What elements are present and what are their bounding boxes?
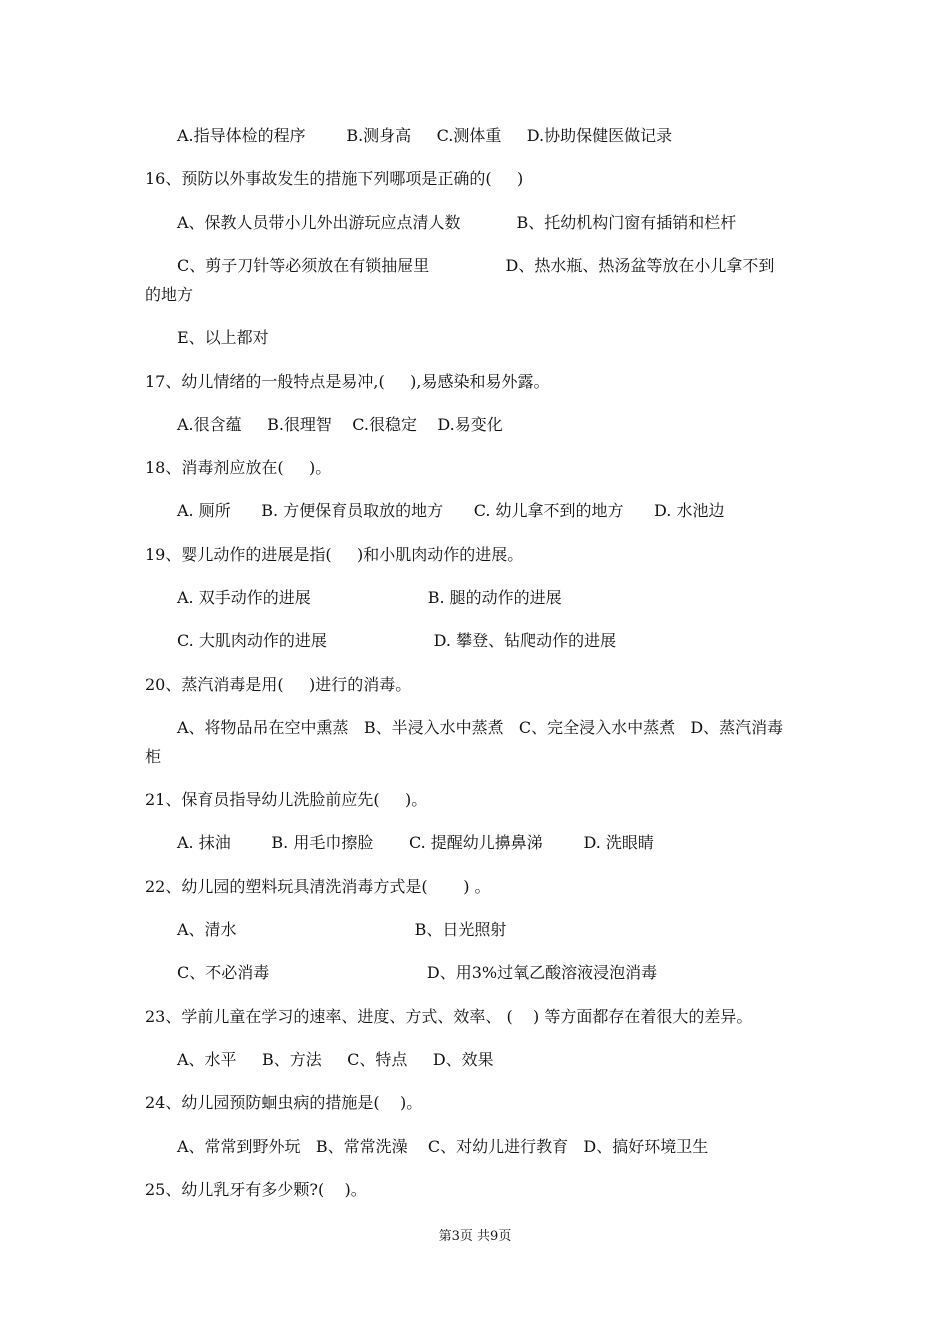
q21-options: A. 抹油 B. 用毛巾擦脸 C. 提醒幼儿擤鼻涕 D. 洗眼睛 (177, 833, 654, 852)
q19-options-cd: C. 大肌肉动作的进展 D. 攀登、钻爬动作的进展 (177, 631, 617, 650)
q23-stem: 23、学前儿童在学习的速率、进度、方式、效率、 ( ) 等方面都存在着很大的差异。 (145, 1007, 753, 1026)
q22-options-ab: A、清水 B、日光照射 (177, 920, 507, 939)
q20-options: A、将物品吊在空中熏蒸 B、半浸入水中蒸煮 C、完全浸入水中蒸煮 D、蒸汽消毒 (177, 718, 784, 737)
q25-stem: 25、幼儿乳牙有多少颗?( )。 (145, 1180, 367, 1199)
q24-options: A、常常到野外玩 B、常常洗澡 C、对幼儿进行教育 D、搞好环境卫生 (177, 1137, 709, 1156)
q24-stem: 24、幼儿园预防蛔虫病的措施是( )。 (145, 1093, 423, 1112)
q21-stem: 21、保育员指导幼儿洗脸前应先( )。 (145, 790, 428, 809)
q20-stem: 20、蒸汽消毒是用( )进行的消毒。 (145, 675, 412, 694)
q16-option-d-continued: 的地方 (145, 285, 194, 304)
q22-options-cd: C、不必消毒 D、用3%过氧乙酸溶液浸泡消毒 (177, 963, 658, 982)
q16-option-e: E、以上都对 (177, 328, 269, 347)
q16-options-ab: A、保教人员带小儿外出游玩应点清人数 B、托幼机构门窗有插销和栏杆 (177, 213, 737, 232)
q16-stem: 16、预防以外事故发生的措施下列哪项是正确的( ) (145, 169, 524, 188)
q23-options: A、水平 B、方法 C、特点 D、效果 (177, 1050, 494, 1069)
q18-options: A. 厕所 B. 方便保育员取放的地方 C. 幼儿拿不到的地方 D. 水池边 (177, 501, 725, 520)
q15-options: A.指导体检的程序 B.测身高 C.测体重 D.协助保健医做记录 (177, 126, 673, 145)
q19-stem: 19、婴儿动作的进展是指( )和小肌肉动作的进展。 (145, 545, 524, 564)
q16-options-cd: C、剪子刀针等必须放在有锁抽屉里 D、热水瓶、热汤盆等放在小儿拿不到 (177, 256, 775, 275)
page-number-footer: 第3页 共9页 (438, 1229, 512, 1244)
q18-stem: 18、消毒剂应放在( )。 (145, 458, 332, 477)
q17-stem: 17、幼儿情绪的一般特点是易冲,( ),易感染和易外露。 (145, 372, 550, 391)
q19-options-ab: A. 双手动作的进展 B. 腿的动作的进展 (177, 588, 562, 607)
q22-stem: 22、幼儿园的塑料玩具清洗消毒方式是( ) 。 (145, 877, 491, 896)
q20-option-d-continued: 柜 (145, 747, 162, 766)
q17-options: A.很含蕴 B.很理智 C.很稳定 D.易变化 (177, 415, 503, 434)
